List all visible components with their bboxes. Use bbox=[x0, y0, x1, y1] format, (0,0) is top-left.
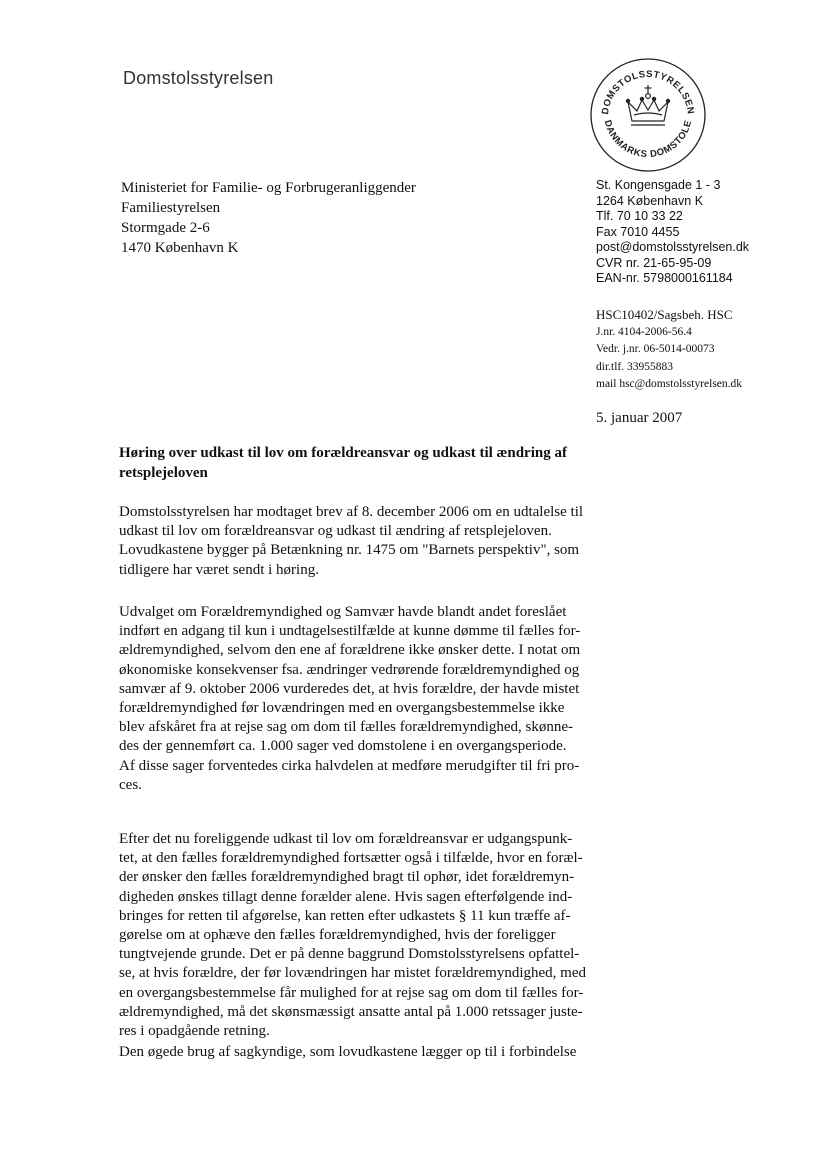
case-handler: HSC10402/Sagsbeh. HSC bbox=[596, 307, 733, 322]
paragraph-line: blev afskåret fra at rejse sag om dom til fælles forældremyndighed, skønne- bbox=[119, 719, 574, 736]
related-journal-number: Vedr. j.nr. 06-5014-00073 bbox=[596, 343, 715, 355]
body-paragraph-3 bbox=[119, 830, 619, 1041]
paragraph-line: forældremyndighed før lovændringen med en overgangsbestemmelse ikke bbox=[119, 700, 565, 717]
seal-top-text: DOMSTOLSSTYRELSEN bbox=[599, 68, 697, 116]
paragraph-line: Domstolsstyrelsen har modtaget brev af 8. december 2006 om en udtalelse til bbox=[119, 504, 584, 520]
sender-address bbox=[596, 178, 749, 287]
direct-mail: mail hsc@domstolsstyrelsen.dk bbox=[596, 378, 743, 390]
paragraph-line: ældremyndighed, selvom den ene af forældrene ikke ønsker dette. I notat om bbox=[119, 642, 581, 659]
paragraph-line: økonomiske konsekvenser fsa. ændringer vedrørende forældremyndighed og bbox=[119, 661, 580, 678]
paragraph-line: bringes for retten til afgørelse, kan retten efter udkastets § 11 kun træffe af- bbox=[119, 907, 571, 924]
recipient-line: Familiestyrelsen bbox=[121, 200, 221, 216]
paragraph-line: gørelse om at ophæve den fælles forældremyndighed, hvis der foreligger bbox=[119, 927, 556, 944]
sender-line: EAN-nr. 5798000161184 bbox=[596, 271, 733, 285]
sender-line: 1264 København K bbox=[596, 193, 704, 208]
paragraph-line: Lovudkastene bygger på Betænkning nr. 1475 om "Barnets perspektiv", som bbox=[119, 542, 580, 559]
letter-date: 5. januar 2007 bbox=[596, 410, 683, 426]
journal-number: J.nr. 4104-2006-56.4 bbox=[596, 325, 692, 338]
court-seal bbox=[588, 55, 708, 175]
paragraph-line: udkast til lov om forældreansvar og udkast til ændring af retsplejeloven. bbox=[119, 523, 552, 540]
recipient-line: Stormgade 2-6 bbox=[121, 220, 210, 236]
letter-subject bbox=[119, 443, 609, 483]
recipient-address bbox=[121, 178, 416, 258]
sender-line: St. Kongensgade 1 - 3 bbox=[596, 178, 721, 192]
subject-line: retsplejeloven bbox=[119, 465, 208, 481]
paragraph-line: tidligere har været sendt i høring. bbox=[119, 561, 319, 578]
body-paragraph-1 bbox=[119, 503, 619, 580]
sender-line: Tlf. 70 10 33 22 bbox=[596, 209, 683, 223]
subject-line: Høring over udkast til lov om forældreansvar og udkast til ændring af bbox=[119, 445, 567, 461]
recipient-line: 1470 København K bbox=[121, 240, 239, 256]
sender-email: post@domstolsstyrelsen.dk bbox=[596, 240, 750, 254]
paragraph-line: res i opadgående retning. bbox=[119, 1023, 270, 1040]
paragraph-line: samvær af 9. oktober 2006 vurderedes det, at hvis forældre, der havde mistet bbox=[119, 680, 580, 697]
body-paragraph-2 bbox=[119, 603, 619, 795]
paragraph-line: indført en adgang til kun i undtagelsestilfælde at kunne dømme til fælles for- bbox=[119, 623, 581, 640]
paragraph-line: en overgangsbestemmelse får mulighed for at rejse sag om dom til fælles for- bbox=[119, 984, 584, 1001]
recipient-line: Ministeriet for Familie- og Forbrugeranliggender bbox=[121, 180, 416, 196]
paragraph-line: Af disse sager forventedes cirka halvdelen at medføre merudgifter til fri pro- bbox=[119, 757, 580, 774]
paragraph-line: digheden ønskes tillagt denne forælder alene. Hvis sagen efterfølgende ind- bbox=[119, 888, 573, 905]
paragraph-line: Den øgede brug af sagkyndige, som lovudkastene lægger op til i forbindelse bbox=[119, 1044, 577, 1060]
seal-bottom-text: DANMARKS DOMSTOLE bbox=[601, 118, 695, 161]
sender-line: Fax 7010 4455 bbox=[596, 224, 680, 239]
paragraph-line: der ønsker den fælles forældremyndighed bragt til ophør, idet forældremyn- bbox=[119, 869, 575, 886]
reference-block bbox=[596, 306, 742, 394]
sender-line: CVR nr. 21-65-95-09 bbox=[596, 255, 712, 270]
paragraph-line: ces. bbox=[119, 776, 142, 793]
organization-name: Domstolsstyrelsen bbox=[123, 68, 274, 88]
crown-icon bbox=[626, 85, 669, 125]
paragraph-line: tungtvejende grunde. Det er på denne baggrund Domstolsstyrelsens opfattel- bbox=[119, 946, 580, 963]
direct-phone: dir.tlf. 33955883 bbox=[596, 360, 673, 373]
paragraph-line: ældremyndighed, må det skønsmæssigt ansatte antal på 1.000 retssager juste- bbox=[119, 1003, 583, 1020]
paragraph-line: Efter det nu foreliggende udkast til lov om forældreansvar er udgangspunk- bbox=[119, 831, 573, 847]
paragraph-line: des der gennemført ca. 1.000 sager ved domstolene i en overgangsperiode. bbox=[119, 738, 567, 755]
body-paragraph-4 bbox=[119, 1043, 619, 1062]
paragraph-line: se, at hvis forældre, der før lovændringen har mistet forældremyndighed, med bbox=[119, 965, 586, 982]
paragraph-line: tet, at den fælles forældremyndighed fortsætter også i tilfælde, hvor en foræl- bbox=[119, 850, 583, 867]
paragraph-line: Udvalget om Forældremyndighed og Samvær havde blandt andet foreslået bbox=[119, 604, 567, 620]
